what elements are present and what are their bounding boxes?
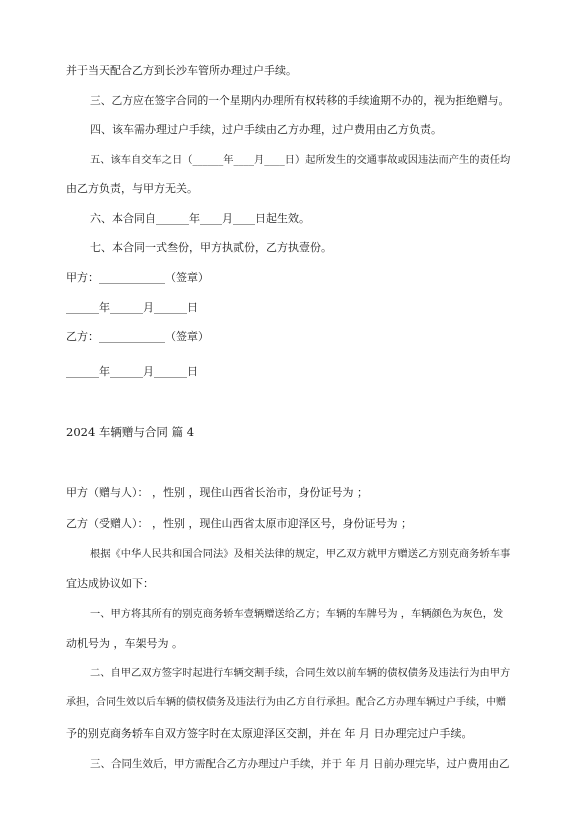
clause-5: 五、该车自交车之日（______年____月____日）起所发生的交通事故或因违法而产生的责任均 (90, 154, 511, 166)
contract-heading: 2024 车辆赠与合同 篇 4 (66, 425, 195, 439)
party-a-signature: 甲方：____________（签章） (66, 271, 209, 284)
preamble: 根据《中华人民共和国合同法》及相关法律的规定，甲乙双方就甲方赠送乙方别克商务轿车事 (90, 548, 511, 560)
clause-7: 七、本合同一式叁份，甲方执贰份，乙方执壹份。 (90, 241, 332, 254)
clause-4: 四、该车需办理过户手续，过户手续由乙方办理，过户费用由乙方负责。 (90, 123, 442, 136)
clause-3-c4: 三、合同生效后，甲方需配合乙方办理过户手续，并于 年 月 日前办理完毕，过户费用由乙 (90, 758, 510, 770)
clause-6: 六、本合同自______年____月____日起生效。 (90, 212, 310, 225)
party-a-line: 甲方（赠与人）： ，性别 ，现住山西省长治市，身份证号为 ； (66, 486, 368, 499)
clause-5-cont: 由乙方负责，与甲方无关。 (66, 182, 198, 195)
party-b-signature: 乙方：____________（签章） (66, 330, 209, 343)
clause-2: 二、自甲乙双方签字时起进行车辆交割手续，合同生效以前车辆的债权债务及违法行为由甲方 (90, 667, 511, 679)
clause-1-cont: 动机号为 ，车架号为 。 (66, 637, 183, 650)
preamble-cont: 宜达成协议如下： (66, 577, 154, 590)
paragraph-line: 并于当天配合乙方到长沙车管所办理过户手续。 (66, 64, 297, 77)
party-b-date: ______年______月______日 (66, 365, 198, 378)
clause-2-cont: 承担，合同生效以后车辆的债权债务及违法行为由乙方自行承担。配合乙方办理车辆过户手续，中赠 (66, 697, 506, 708)
clause-1: 一、甲方将其所有的别克商务轿车壹辆赠送给乙方；车辆的车牌号为 ，车辆颜色为灰色，发 (90, 608, 504, 620)
party-b-line: 乙方（受赠人）： ，性别 ，现住山西省太原市迎泽区号，身份证号为 ； (66, 517, 412, 530)
party-a-date: ______年______月______日 (66, 301, 198, 314)
clause-3: 三、乙方应在签字合同的一个星期内办理所有权转移的手续逾期不办的，视为拒绝赠与。 (90, 94, 510, 107)
clause-2-cont2: 予的别克商务轿车自双方签字时在太原迎泽区交割，并在 年 月 日办理完过户手续。 (66, 727, 473, 740)
